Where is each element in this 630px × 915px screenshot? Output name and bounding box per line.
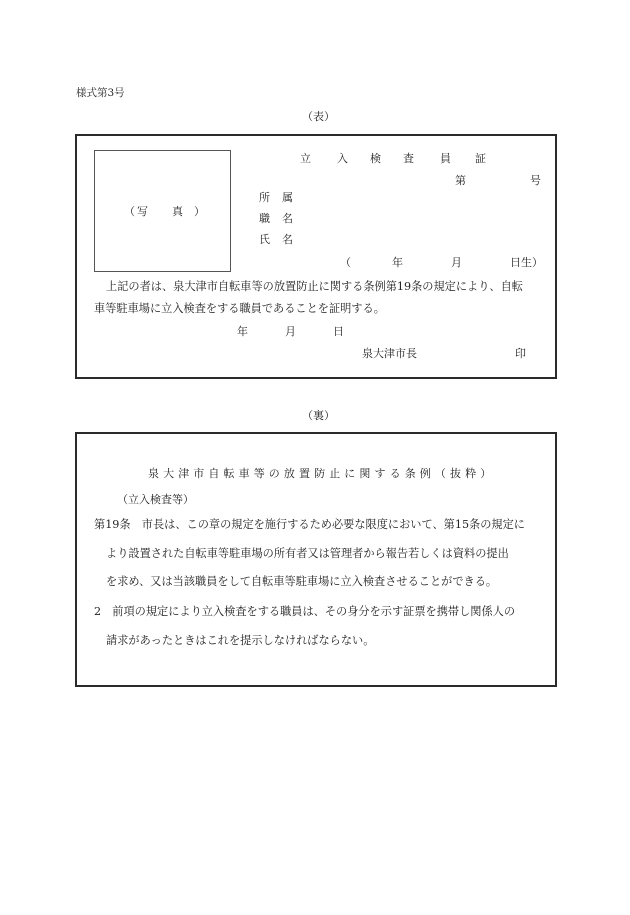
issue-date-day: 日 bbox=[333, 325, 344, 338]
seal-mark: 印 bbox=[515, 347, 526, 360]
photo-area bbox=[94, 150, 231, 272]
card-number-suffix: 号 bbox=[530, 174, 541, 187]
card-title-char: 員 bbox=[440, 152, 451, 165]
field-name-label-1: 氏 bbox=[259, 233, 270, 246]
birth-month: 月 bbox=[451, 256, 462, 269]
issuer-title: 泉大津市長 bbox=[362, 347, 417, 360]
card-title-char: 検 bbox=[370, 152, 381, 165]
front-side-label: （表） bbox=[302, 110, 335, 123]
photo-label-1: 写 bbox=[137, 205, 148, 218]
article-line-1: 第19条 市長は、この章の規定を施行するため必要な限度において、第15条の規定に bbox=[94, 518, 525, 531]
paragraph2-line-2: 請求があったときはこれを提示しなければならない。 bbox=[106, 634, 375, 647]
section-heading: （立入検査等） bbox=[117, 493, 194, 506]
field-position-label-2: 名 bbox=[282, 212, 293, 225]
ordinance-title: 泉大津市自転車等の放置防止に関する条例（抜粋） bbox=[148, 467, 496, 480]
issue-date-year: 年 bbox=[237, 325, 248, 338]
field-name-label-2: 名 bbox=[282, 233, 293, 246]
card-number-prefix: 第 bbox=[455, 174, 466, 187]
photo-close-paren: ） bbox=[194, 205, 205, 218]
field-affiliation-label-1: 所 bbox=[259, 191, 270, 204]
back-side-label: （裏） bbox=[302, 409, 335, 422]
certification-line-1: 上記の者は、泉大津市自転車等の放置防止に関する条例第19条の規定により、自転 bbox=[106, 280, 523, 293]
birth-year: 年 bbox=[392, 256, 403, 269]
birth-open-paren: （ bbox=[340, 256, 351, 269]
card-title-char: 入 bbox=[337, 152, 348, 165]
article-line-3: を求め、又は当該職員をして自転車等駐車場に立入検査させることができる。 bbox=[106, 575, 498, 588]
photo-label-2: 真 bbox=[172, 205, 183, 218]
photo-open-paren: （ bbox=[124, 205, 135, 218]
article-line-2: より設置された自転車等駐車場の所有者又は管理者から報告若しくは資料の提出 bbox=[106, 547, 509, 560]
certification-line-2: 車等駐車場に立入検査をする職員であることを証明する。 bbox=[94, 302, 385, 315]
form-number: 様式第3号 bbox=[76, 87, 125, 99]
card-title-char: 証 bbox=[475, 152, 486, 165]
field-affiliation-label-2: 属 bbox=[282, 191, 293, 204]
issue-date-month: 月 bbox=[285, 325, 296, 338]
birth-day: 日生） bbox=[510, 256, 543, 269]
card-title-char: 立 bbox=[300, 152, 311, 165]
paragraph2-line-1: 2 前項の規定により立入検査をする職員は、その身分を示す証票を携帯し関係人の bbox=[94, 605, 516, 618]
field-position-label-1: 職 bbox=[259, 212, 270, 225]
card-title-char: 査 bbox=[403, 152, 414, 165]
